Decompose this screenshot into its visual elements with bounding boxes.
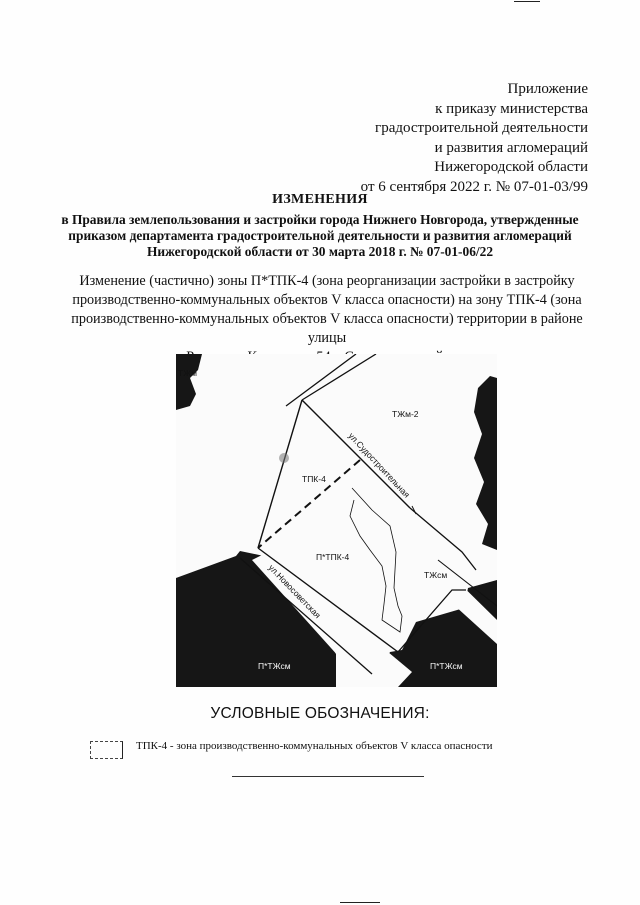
legend-item — [90, 738, 610, 764]
map-label-tzhm2: ТЖм-2 — [392, 409, 419, 419]
map-label-tzhm: ТЖм — [178, 368, 197, 378]
scan-speck — [279, 453, 289, 463]
closing-rule — [232, 776, 424, 777]
map-label-tzhsm: ТЖсм — [424, 570, 448, 580]
description-line: производственно-коммунальных объектов V класса опасности) на зону ТПК-4 (зона — [72, 292, 582, 308]
map-label-tpk4: ТПК-4 — [302, 474, 326, 484]
document-subtitle — [40, 212, 600, 260]
scan-mark — [340, 902, 380, 903]
appendix-line: к приказу министерства — [435, 100, 588, 117]
subtitle-line: приказом департамента градостроительной деятельности и развития агломераций — [68, 228, 572, 243]
map-label-sudostroitelnaya: ул.Судостроительная — [346, 430, 412, 500]
zoning-map — [176, 354, 497, 687]
description-line: производственно-коммунальных объектов V класса опасности) территории в районе улицы — [71, 311, 583, 346]
legend-title: УСЛОВНЫЕ ОБОЗНАЧЕНИЯ: — [210, 705, 430, 722]
legend-swatch-tpk4 — [90, 741, 123, 759]
appendix-line: Нижегородской области — [434, 159, 588, 175]
document-heading: ИЗМЕНЕНИЯ — [272, 192, 368, 207]
subtitle-line: в Правила землепользования и застройки города Нижнего Новгорода, утвержденные — [61, 212, 579, 227]
change-description — [62, 272, 592, 367]
appendix-line: градостроительной деятельности — [375, 120, 588, 136]
map-label-ptzhsm-right: П*ТЖсм — [430, 661, 463, 671]
map-label-ptzhsm-left: П*ТЖсм — [258, 661, 291, 671]
subtitle-line: Нижегородской области от 30 марта 2018 г. № 07-01-06/22 — [146, 244, 494, 259]
appendix-line: и развития агломераций — [434, 139, 588, 156]
legend-item-text: ТПК-4 - зона производственно-коммунальных объектов V класса опасности — [136, 740, 493, 752]
appendix-date-number: от 6 сентября 2022 г. № 07-01-03/99 — [360, 178, 588, 195]
map-label-novosovetskaya: ул.Новосоветская — [266, 562, 323, 621]
map-label-ptpk4: П*ТПК-4 — [316, 552, 350, 562]
description-line: Изменение (частично) зоны П*ТПК-4 (зона реорганизации застройки в застройку — [79, 273, 575, 289]
appendix-line: Приложение — [507, 81, 588, 97]
appendix-block — [268, 80, 588, 197]
scan-mark — [514, 1, 540, 2]
